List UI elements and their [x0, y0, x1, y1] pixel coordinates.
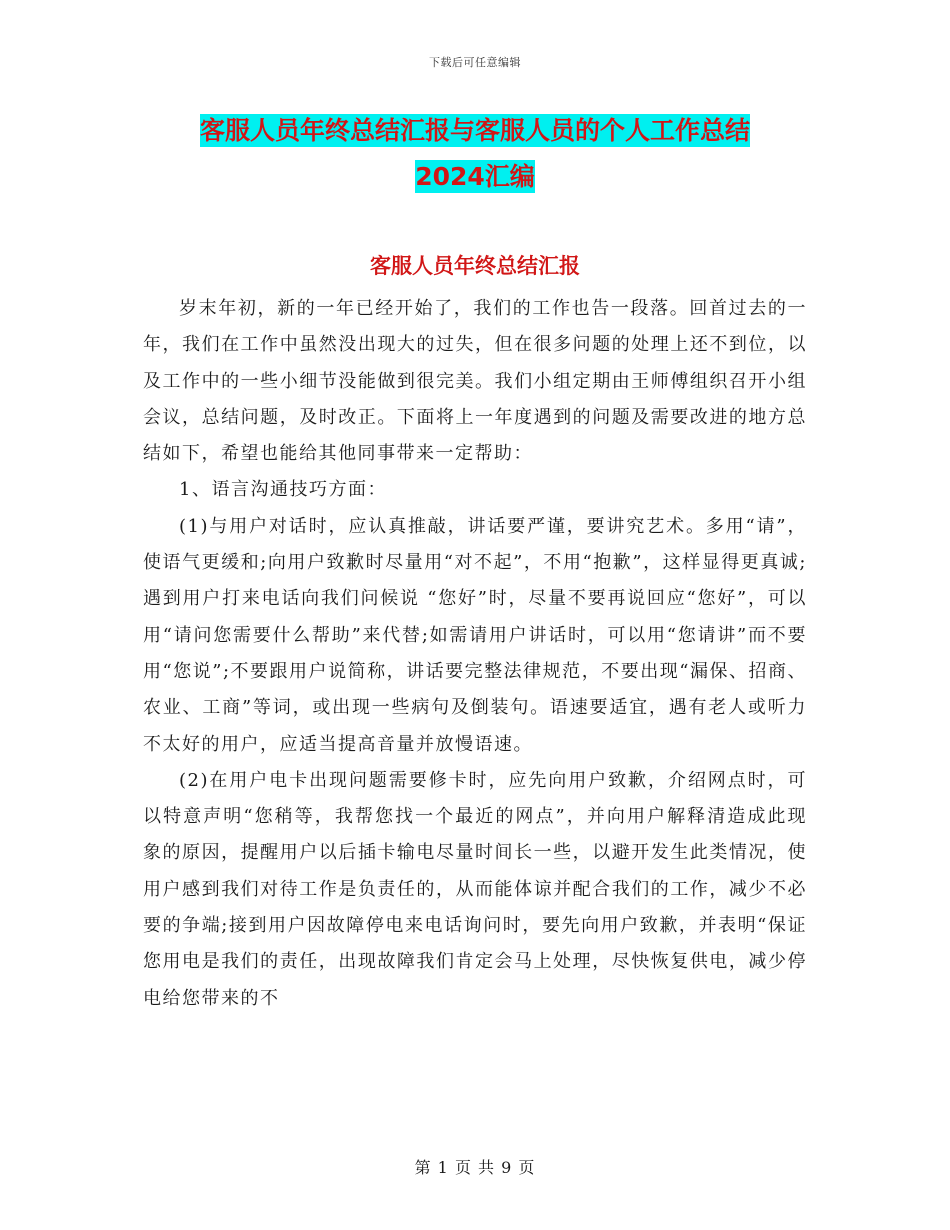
page-number-label: 第 1 页 共 9 页: [414, 1158, 536, 1177]
header-note: 下载后可任意编辑: [429, 56, 521, 69]
page-footer: [0, 1155, 950, 1178]
paragraph-item-1: (1)与用户对话时，应认真推敲，讲话要严谨，要讲究艺术。多用“请”，使语气更缓和;向用户致歉时尽量用“对不起”，不用“抱歉”，这样显得更真诚;遇到用户打来电话向我们问候说 “您好”时，尽量不要再说回应“您好”，可以用“请问您需要什么帮助”来代替;如需请用户讲话时，可以用“您请讲”而不要用“您说”;不要跟用户说简称，讲话要完整法律规范，不要出现“漏保、招商、农业、工商”等词，或出现一些病句及倒装句。语速要适宜，遇有老人或听力不太好的用户，应适当提高音量并放慢语速。: [143, 515, 807, 755]
document-body: [143, 291, 807, 1017]
paragraph-intro: 岁末年初，新的一年已经开始了，我们的工作也告一段落。回首过去的一年，我们在工作中虽然没出现大的过失，但在很多问题的处理上还不到位，以及工作中的一些小细节没能做到很完美。我们小组定期由王师傅组织召开小组会议，总结问题，及时改正。下面将上一年度遇到的问题及需要改进的地方总结如下，希望也能给其他同事带来一定帮助：: [143, 298, 807, 465]
paragraph-subheading: 1、语言沟通技巧方面：: [179, 479, 387, 501]
document-title-line-1: 客服人员年终总结汇报与客服人员的个人工作总结: [199, 116, 750, 145]
document-title-line-2: 2024汇编: [415, 162, 535, 191]
paragraph-item-2: (2)在用户电卡出现问题需要修卡时，应先向用户致歉，介绍网点时，可以特意声明“您稍等，我帮您找一个最近的网点”，并向用户解释清造成此现象的原因，提醒用户以后插卡输电尽量时间长一些，以避开发生此类情况，使用户感到我们对待工作是负责任的，从而能体谅并配合我们的工作，减少不必要的争端;接到用户因故障停电来电话询问时，要先向用户致歉，并表明“保证您用电是我们的责任，出现故障我们肯定会马上处理，尽快恢复供电，减少停电给您带来的不: [143, 769, 807, 1009]
section-heading: 客服人员年终总结汇报: [370, 254, 580, 278]
document-title: [120, 108, 830, 200]
